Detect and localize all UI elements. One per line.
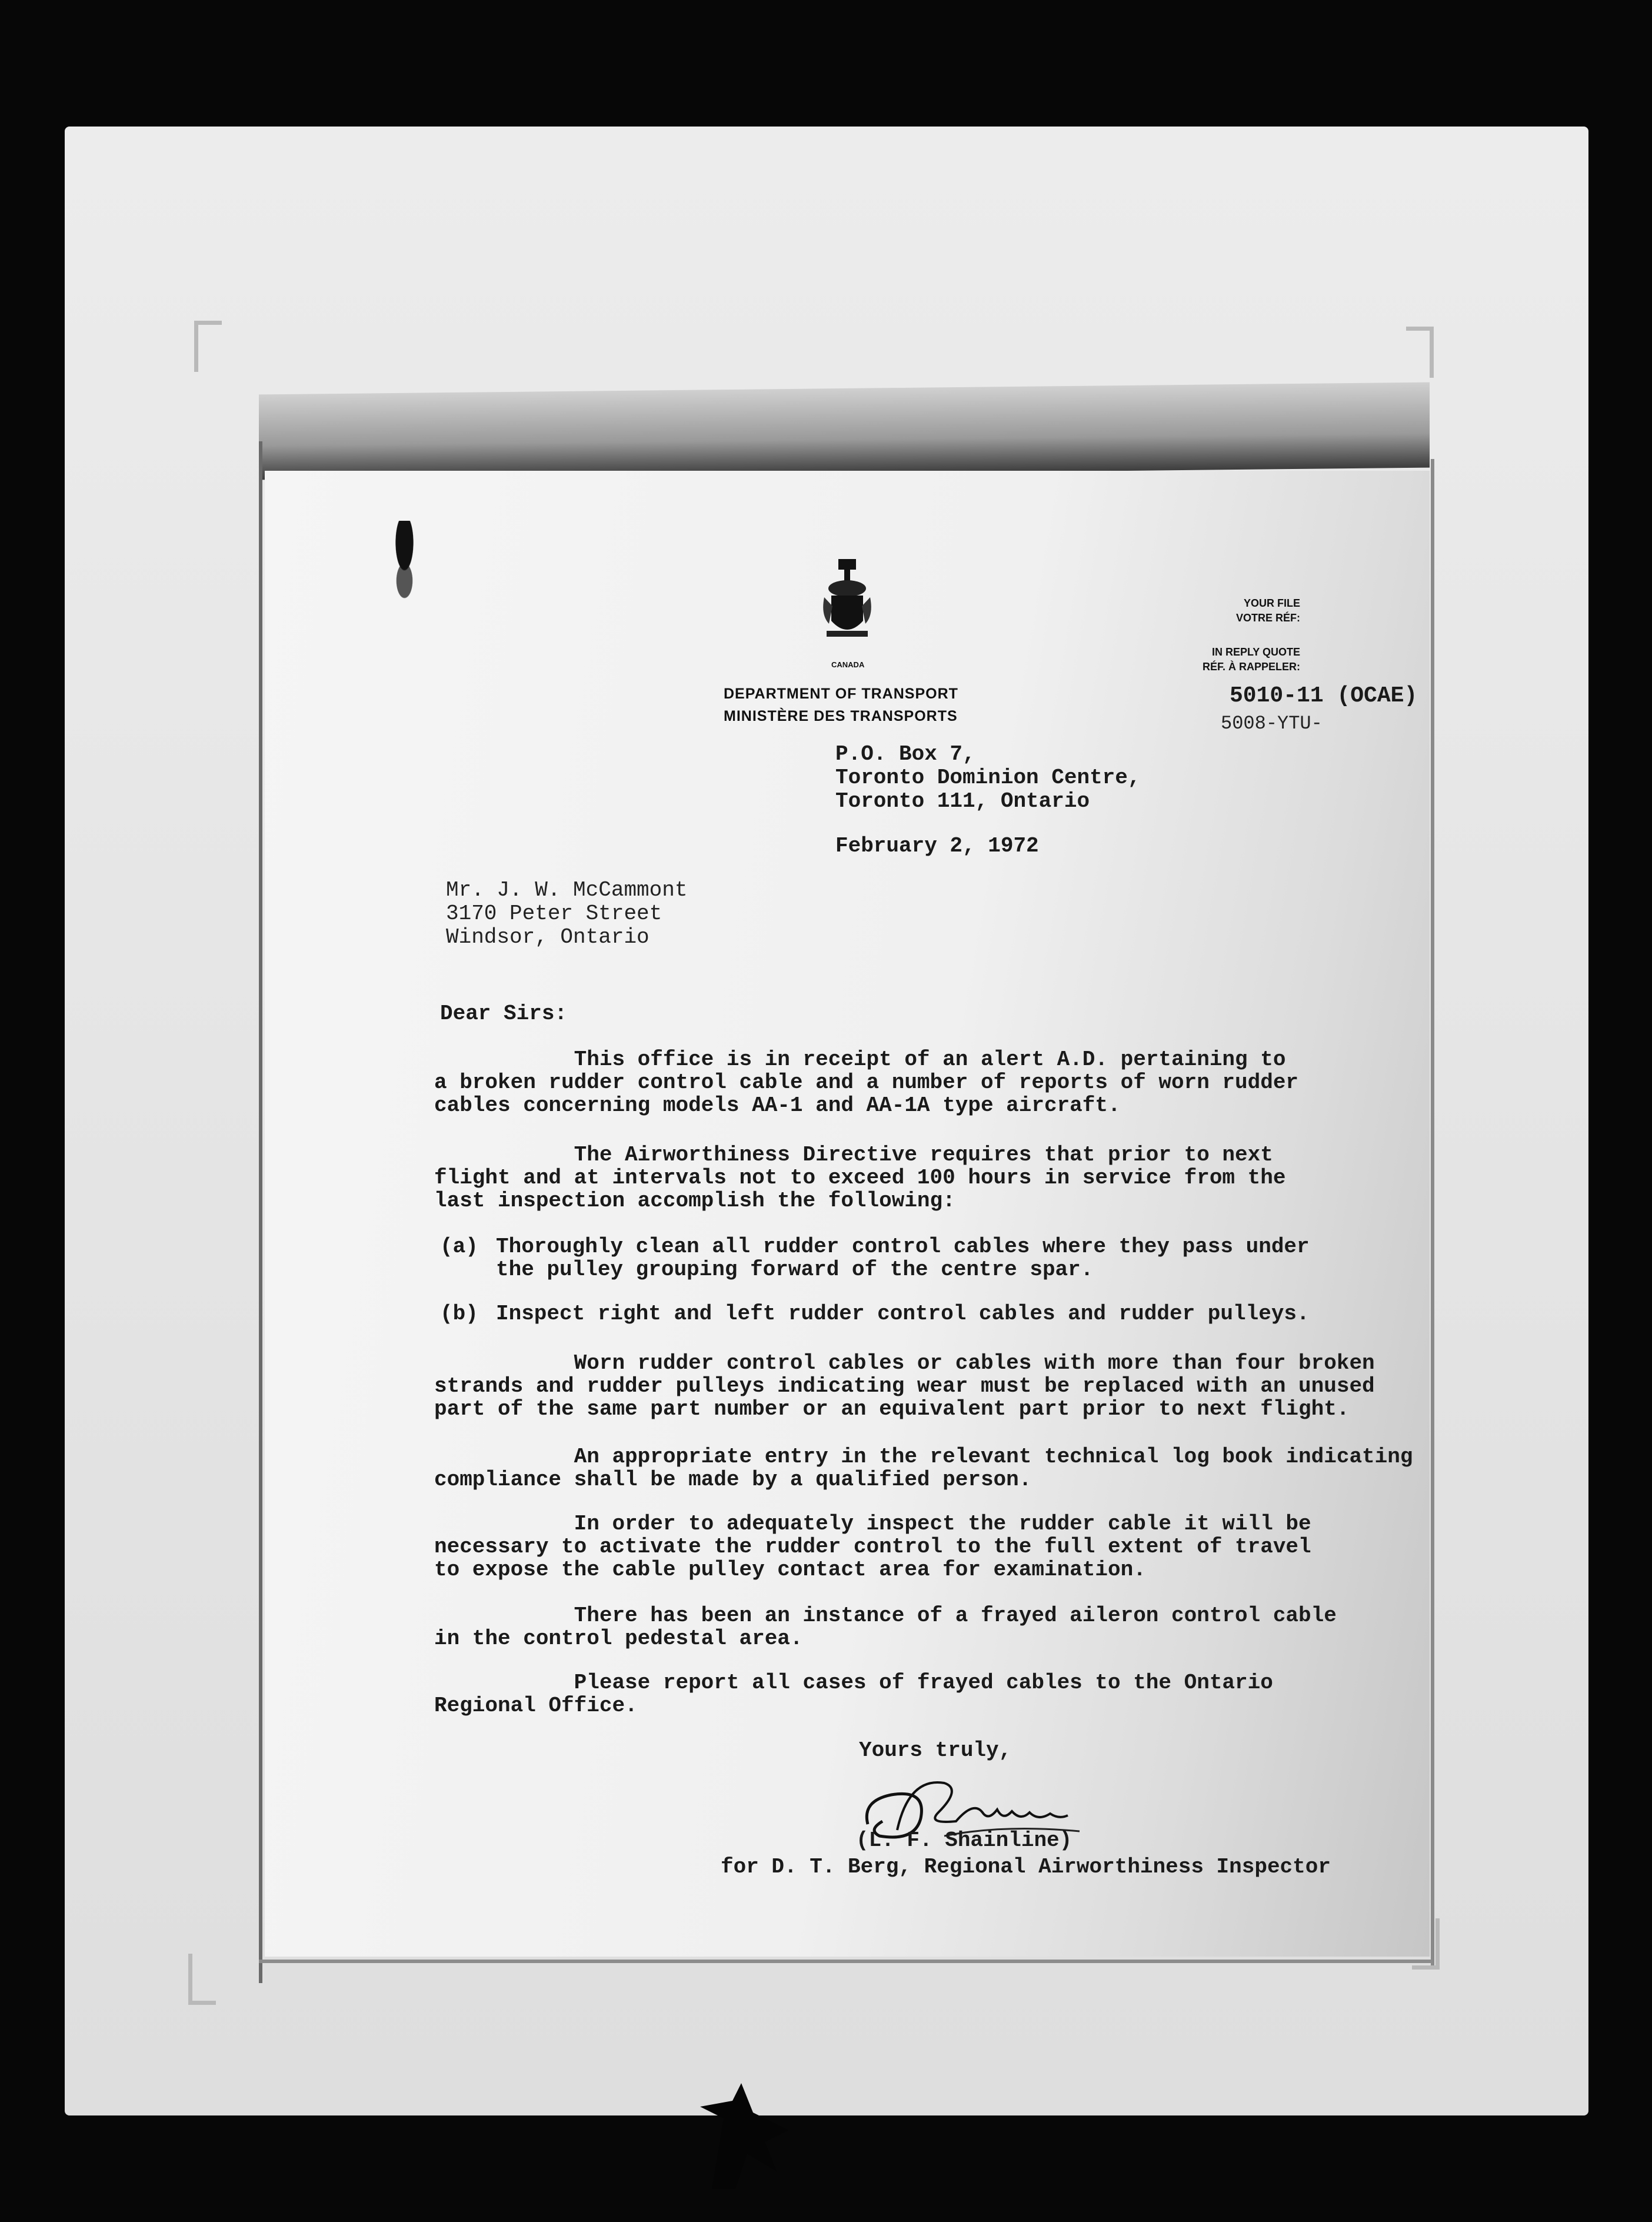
salutation: Dear Sirs: xyxy=(440,1002,568,1026)
page-edge-right xyxy=(1431,459,1434,1965)
department-name-en: DEPARTMENT OF TRANSPORT xyxy=(724,686,958,702)
letterhead-country: CANADA xyxy=(831,660,865,669)
recipient-city: Windsor, Ontario xyxy=(446,925,650,949)
list-item-text: Thoroughly clean all rudder control cables where they pass under xyxy=(496,1235,1310,1259)
body-line: The Airworthiness Directive requires that prior to next xyxy=(434,1143,1273,1167)
body-line: to expose the cable pulley contact area for examination. xyxy=(434,1558,1146,1582)
body-line: Please report all cases of frayed cables to the Ontario xyxy=(434,1671,1273,1695)
body-line: strands and rudder pulleys indicating wear must be replaced with an unused xyxy=(434,1374,1375,1398)
department-name-fr: MINISTÈRE DES TRANSPORTS xyxy=(724,708,958,724)
recipient-street: 3170 Peter Street xyxy=(446,902,662,926)
letter-date: February 2, 1972 xyxy=(835,834,1039,858)
body-line: last inspection accomplish the following: xyxy=(434,1189,955,1213)
signer-title: for D. T. Berg, Regional Airworthiness Inspector xyxy=(721,1855,1331,1879)
reply-quote-label-en: IN REPLY QUOTE xyxy=(1211,646,1300,658)
body-line: In order to adequately inspect the rudder cable it will be xyxy=(434,1512,1311,1536)
recipient-name: Mr. J. W. McCammont xyxy=(446,878,688,902)
corner-mark-top-right xyxy=(1406,327,1434,378)
body-line: Regional Office. xyxy=(434,1694,638,1718)
list-item-label: (b) xyxy=(440,1302,478,1326)
list-item-text: the pulley grouping forward of the centre spar. xyxy=(496,1258,1094,1282)
sender-address-line3: Toronto 111, Ontario xyxy=(835,789,1090,813)
page-edge-bottom xyxy=(259,1960,1433,1963)
reference-number: 5010-11 (OCAE) xyxy=(1230,683,1418,708)
sender-address-line1: P.O. Box 7, xyxy=(835,742,975,766)
body-line: in the control pedestal area. xyxy=(434,1626,803,1651)
signer-name: (L. F. Shainline) xyxy=(856,1828,1073,1852)
your-file-label-fr: VOTRE RÉF: xyxy=(1235,612,1300,624)
your-file-label-en: YOUR FILE xyxy=(1243,597,1300,609)
coat-of-arms-icon xyxy=(821,559,874,659)
corner-mark-bottom-left xyxy=(188,1954,216,2005)
reference-number-secondary: 5008-YTU- xyxy=(1221,713,1323,734)
body-line: part of the same part number or an equivalent part prior to next flight. xyxy=(434,1397,1350,1421)
valediction: Yours truly, xyxy=(859,1738,1012,1762)
shadow-strip xyxy=(259,382,1430,480)
body-line: cables concerning models AA-1 and AA-1A type aircraft. xyxy=(434,1093,1121,1117)
body-line: This office is in receipt of an alert A.D. pertaining to xyxy=(434,1047,1286,1072)
body-line: There has been an instance of a frayed aileron control cable xyxy=(434,1604,1337,1628)
ink-smudge xyxy=(377,521,432,630)
body-line: flight and at intervals not to exceed 100 hours in service from the xyxy=(434,1166,1286,1190)
body-line: Worn rudder control cables or cables with more than four broken xyxy=(434,1351,1375,1375)
body-line: An appropriate entry in the relevant technical log book indicating xyxy=(434,1445,1413,1469)
reply-quote-label-fr: RÉF. À RAPPELER: xyxy=(1202,661,1300,673)
body-line: necessary to activate the rudder control to the full extent of travel xyxy=(434,1535,1311,1559)
body-line: compliance shall be made by a qualified person. xyxy=(434,1468,1032,1492)
body-line: a broken rudder control cable and a number of reports of worn rudder xyxy=(434,1070,1299,1095)
list-item-text: Inspect right and left rudder control cables and rudder pulleys. xyxy=(496,1302,1310,1326)
list-item-label: (a) xyxy=(440,1235,478,1259)
dark-artifact xyxy=(677,2083,818,2189)
sender-address-line2: Toronto Dominion Centre, xyxy=(835,766,1141,790)
corner-mark-top-left xyxy=(194,321,222,372)
page-edge-left xyxy=(259,441,262,1983)
